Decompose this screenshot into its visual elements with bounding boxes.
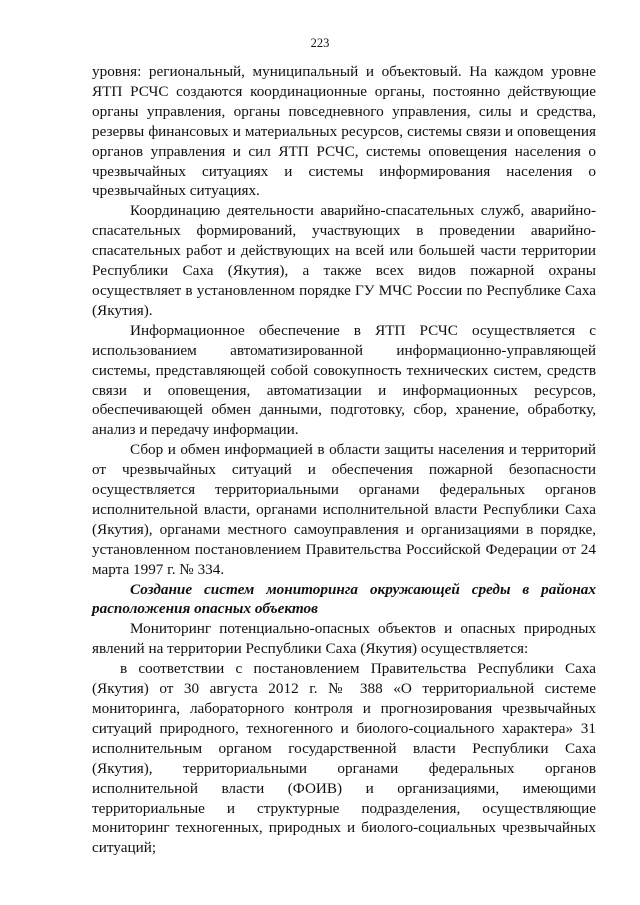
page-number: 223 [310, 36, 330, 50]
page-body [92, 62, 596, 858]
paragraph-monitoring-intro: Мониторинг потенциально-опасных объектов и опасных природных явлений на территории Республики Саха (Якутия) осуществляется: [92, 620, 596, 658]
paragraph-information-support: Информационное обеспечение в ЯТП РСЧС осуществляется с использованием автоматизированной информационно-управляющей системы, представляющей собой совокупность технических систем, средств связи и оповещения, автоматизации и информационных ресурсов, обеспечивающей обмен данными, подготовку, сбор, хранение, обработку, анализ и передачу информации. [92, 321, 596, 439]
paragraph-monitoring-item: в соответствии с постановлением Правительства Республики Саха (Якутия) от 30 августа 2012 г. № 388 «О территориальной системе мониторинга, лабораторного контроля и прогнозирования чрезвычайных ситуаций природного, техногенного и биолого-социального характера» 31 исполнительным органом государственной власти Республики Саха (Якутия), территориальными органами федеральных органов исполнительной власти (ФОИВ) и организациями, имеющими территориальные и структурные подразделения, осуществляющие мониторинг техногенных, природных и биолого-социальных чрезвычайных ситуаций; [92, 660, 596, 857]
paragraph-continuation: уровня: региональный, муниципальный и объектовый. На каждом уровне ЯТП РСЧС создаются координационные органы, постоянно действующие органы управления, органы повседневного управления, силы и средства, резервы финансовых и материальных ресурсов, системы связи и оповещения органов управления и сил ЯТП РСЧС, системы оповещения населения о чрезвычайных ситуациях и системы информирования населения о чрезвычайных ситуациях. [92, 63, 596, 200]
paragraph-coordination: Координацию деятельности аварийно-спасательных служб, аварийно-спасательных формирований, участвующих в проведении аварийно-спасательных работ и действующих на всей или большей части территории Республики Саха (Якутия), а также всех видов пожарной охраны осуществляет в установленном порядке ГУ МЧС России по Республике Саха (Якутия). [92, 202, 596, 319]
paragraph-data-exchange: Сбор и обмен информацией в области защиты населения и территорий от чрезвычайных ситуаций и обеспечения пожарной безопасности осуществляется территориальными органами федеральных органов исполнительной власти, органами исполнительной власти Республики Саха (Якутия), органами местного самоуправления и организациями в порядке, установленном постановлением Правительства Российской Федерации от 24 марта 1997 г. № 334. [92, 441, 596, 578]
section-heading: Создание систем мониторинга окружающей среды в районах расположения опасных объектов [92, 580, 596, 618]
